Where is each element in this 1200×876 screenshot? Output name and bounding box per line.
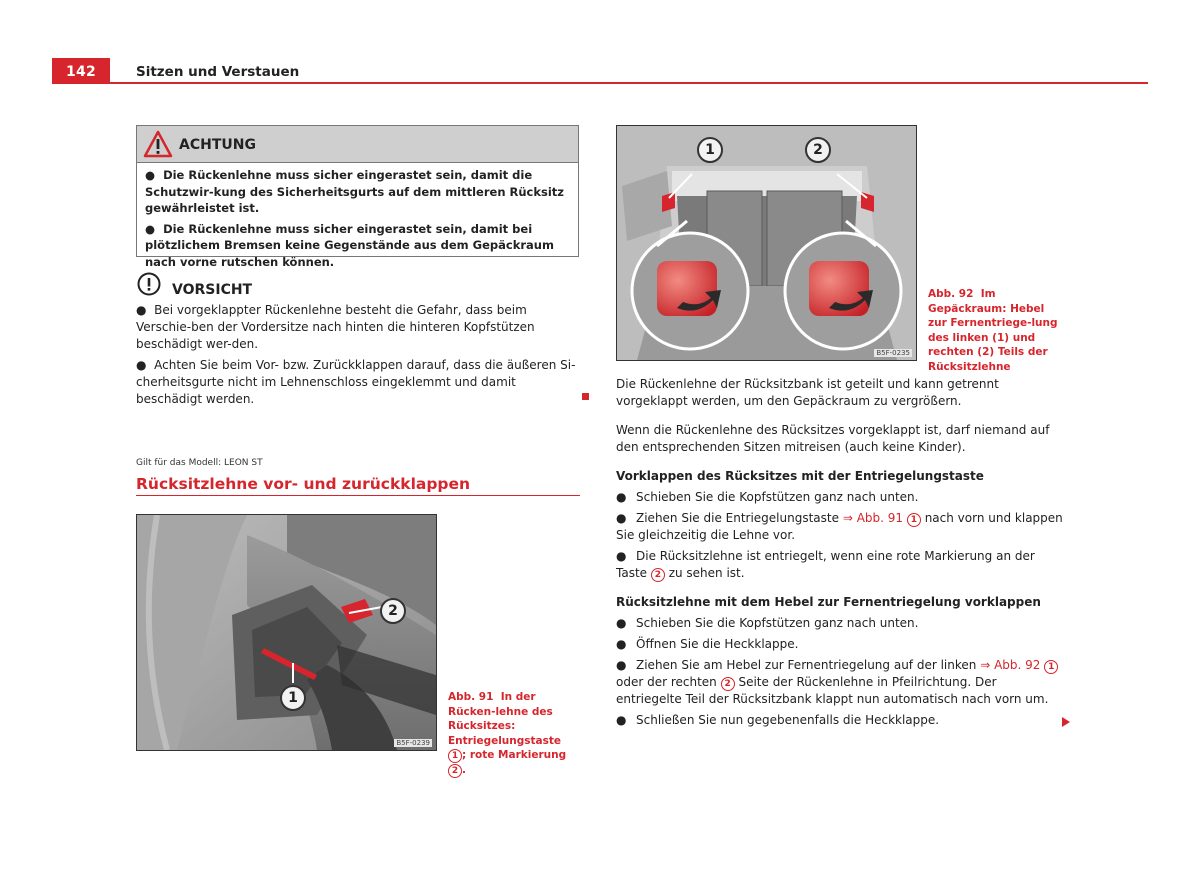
- header-rule: [52, 82, 1148, 84]
- chapter-title: Sitzen und Verstauen: [136, 64, 300, 80]
- bullet: ●: [616, 658, 627, 672]
- caption-label: Abb. 91: [448, 691, 494, 703]
- list-item: [616, 510, 1066, 544]
- page-number: 142: [52, 58, 110, 84]
- list-item-text: Ziehen Sie die Entriegelungstaste: [636, 511, 839, 525]
- list-item-text: oder der rechten: [616, 675, 717, 689]
- list-item-text: Die Rücksitzlehne ist entriegelt, wenn eine rote Markierung an der Taste: [616, 549, 1035, 580]
- caption-text: ; rote Markierung: [462, 749, 567, 761]
- warning-item: [145, 221, 570, 271]
- section-title: Rücksitzlehne vor- und zurückklappen: [136, 475, 471, 493]
- caption-text: .: [462, 764, 466, 776]
- warning-body: [137, 163, 578, 270]
- inline-number: 1: [907, 513, 921, 527]
- list-item: [616, 615, 1066, 632]
- list-item: [616, 489, 1066, 506]
- body-text: [616, 376, 1066, 733]
- list-item-text: nach vorn und klappen Sie gleichzeitig die Lehne vor.: [616, 511, 1063, 542]
- figure-92-caption: [928, 287, 1064, 374]
- bullet: ●: [616, 511, 627, 525]
- caution-item: [136, 302, 576, 353]
- caption-label: Abb. 92: [928, 288, 974, 300]
- bullet: ●: [136, 303, 147, 317]
- applies-to-model: Gilt für das Modell: LEON ST: [136, 458, 263, 468]
- warning-item-text: Die Rückenlehne muss sicher eingerastet sein, damit bei plötzlichem Bremsen keine Gegenstände aus dem Gepäckraum nach vorne rutschen können.: [145, 221, 554, 269]
- inline-number: 2: [721, 677, 735, 691]
- warning-title: ACHTUNG: [179, 137, 256, 153]
- subheading: Rücksitzlehne mit dem Hebel zur Fernentriegelung vorklappen: [616, 595, 1041, 609]
- bullet: ●: [145, 221, 156, 236]
- caution-exclamation-icon: [137, 272, 161, 296]
- section-rule: [136, 495, 580, 496]
- callout-1: 1: [280, 685, 306, 711]
- paragraph: Die Rückenlehne der Rücksitzbank ist geteilt und kann getrennt vorgeklappt werden, um den Gepäckraum zu vergrößern.: [616, 377, 999, 408]
- callout-1: 1: [697, 137, 723, 163]
- bullet: ●: [616, 713, 627, 727]
- list-item-text: Öffnen Sie die Heckklappe.: [636, 637, 799, 651]
- figure-reference-link[interactable]: ⇒ Abb. 92: [980, 658, 1041, 672]
- rear-seat-illustration: [137, 515, 436, 750]
- caption-text: Im Gepäckraum: Hebel zur Fernentriege-lung des linken (1) und rechten (2) Teils der Rücksitzlehne: [928, 288, 1058, 373]
- inline-number: 2: [448, 764, 462, 778]
- bullet: ●: [136, 358, 147, 372]
- paragraph: Wenn die Rückenlehne des Rücksitzes vorgeklappt ist, darf niemand auf den entsprechenden Sitzen mitreisen (auch keine Kinder).: [616, 423, 1050, 454]
- subheading: Vorklappen des Rücksitzes mit der Entriegelungstaste: [616, 469, 984, 483]
- figure-reference-link[interactable]: ⇒ Abb. 91: [842, 511, 904, 525]
- list-item-text: Seite der Rückenlehne in Pfeilrichtung. Der entriegelte Teil der Rücksitzbank klappt nun automatisch nach vorn um.: [616, 675, 1049, 706]
- figure-code: B5F-0239: [396, 739, 430, 747]
- list-item: [616, 548, 1066, 582]
- list-item-text: zu sehen ist.: [668, 566, 745, 580]
- bullet: ●: [616, 549, 627, 563]
- bullet: ●: [145, 168, 156, 182]
- luggage-compartment-illustration: [617, 126, 916, 360]
- caution-item-text: Achten Sie beim Vor- bzw. Zurückklappen darauf, dass die äußeren Si-cherheitsgurte nicht im Lehnenschloss eingeklemmt und damit beschädigt werden.: [136, 358, 576, 406]
- caution-item: [136, 357, 576, 408]
- caution-item-text: Bei vorgeklappter Rückenlehne besteht die Gefahr, dass beim Verschie-ben der Vordersitze nach hinten die hinteren Kopfstützen beschädigt wer-den.: [136, 303, 535, 351]
- figure-91-caption: [448, 690, 572, 778]
- bullet: ●: [616, 616, 627, 630]
- warning-item-text: Die Rückenlehne muss sicher eingerastet sein, damit die Schutzwir-kung des Sicherheitsgurts auf dem mittleren Rücksitz gewährleistet ist.: [145, 168, 564, 215]
- warning-triangle-icon: [143, 130, 173, 158]
- section-end-mark: [582, 393, 589, 400]
- figure-code: B5F-0235: [876, 349, 910, 357]
- list-item: [616, 636, 1066, 653]
- figure-92-image: [616, 125, 917, 361]
- caption-text: In der Rücken-lehne des Rücksitzes: Entriegelungstaste: [448, 691, 562, 747]
- continue-arrow-icon: [1062, 717, 1070, 727]
- bullet: ●: [616, 490, 627, 504]
- caution-body: [136, 302, 576, 412]
- list-item-text: Schieben Sie die Kopfstützen ganz nach unten.: [636, 490, 919, 504]
- list-item-text: Schließen Sie nun gegebenenfalls die Heckklappe.: [636, 713, 940, 727]
- inline-number: 1: [1044, 660, 1058, 674]
- list-item: [616, 712, 1066, 729]
- warning-header: [137, 126, 578, 163]
- bullet: ●: [616, 637, 627, 651]
- warning-item: [145, 167, 570, 217]
- caution-title: VORSICHT: [172, 282, 253, 298]
- list-item-text: Ziehen Sie am Hebel zur Fernentriegelung auf der linken: [636, 658, 977, 672]
- warning-box: [136, 125, 579, 269]
- list-item-text: Schieben Sie die Kopfstützen ganz nach unten.: [636, 616, 919, 630]
- callout-2: 2: [380, 598, 406, 624]
- inline-number: 1: [448, 749, 462, 763]
- list-item: [616, 657, 1066, 708]
- inline-number: 2: [651, 568, 665, 582]
- callout-2: 2: [805, 137, 831, 163]
- figure-91-image: [136, 514, 437, 751]
